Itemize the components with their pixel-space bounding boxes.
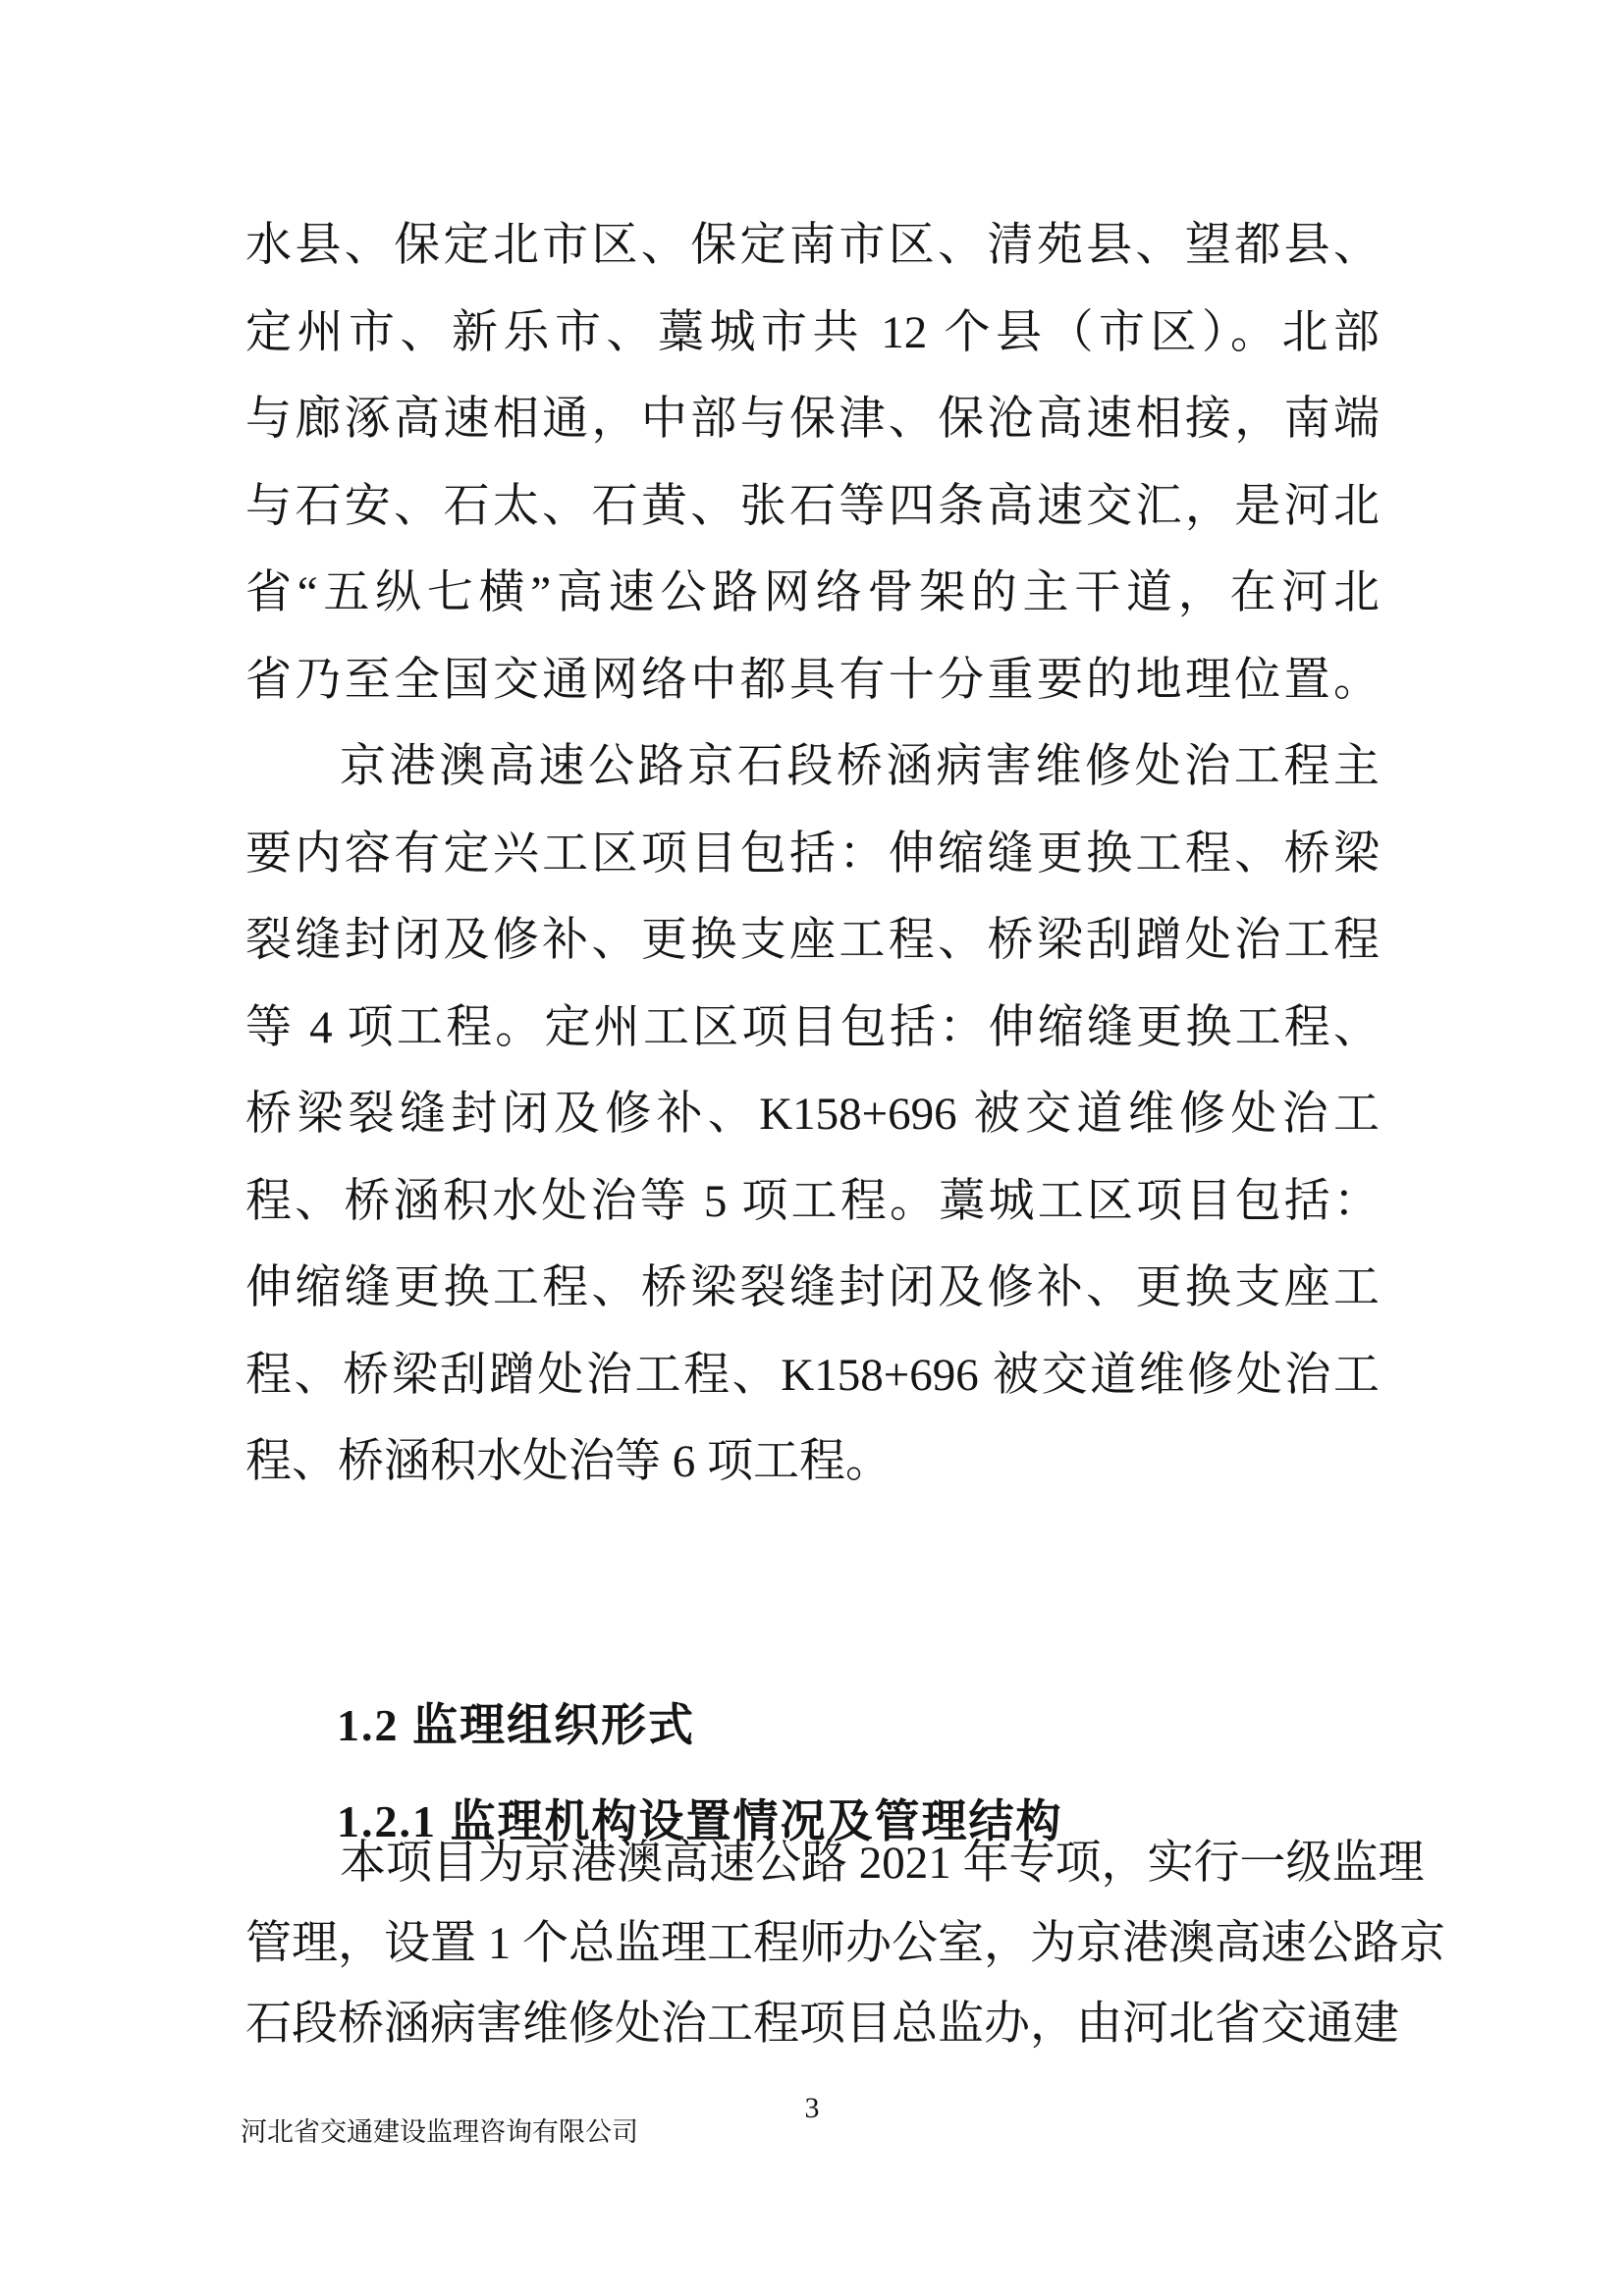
body-line: 程、桥涵积水处治等 6 项工程。 [245, 1436, 892, 1487]
body-line: 水县、保定北市区、保定南市区、清苑县、望都县、 [245, 220, 1380, 271]
paragraph-1 [245, 202, 1380, 723]
paragraph-2 [245, 723, 1380, 1506]
body-line: 省“五纵七横”高速公路网络骨架的主干道，在河北 [245, 567, 1380, 618]
body-line: 本项目为京港澳高速公路 2021 年专项，实行一级监理 [340, 1838, 1425, 1889]
body-line: 程、桥涵积水处治等 5 项工程。藁城工区项目包括： [245, 1175, 1380, 1227]
body-line: 程、桥梁刮蹭处治工程、K158+696 被交道维修处治工 [245, 1349, 1380, 1401]
body-line: 桥梁裂缝封闭及修补、K158+696 被交道维修处治工 [245, 1089, 1380, 1140]
body-line: 裂缝封闭及修补、更换支座工程、桥梁刮蹭处治工程 [245, 915, 1380, 966]
body-line: 管理，设置 1 个总监理工程师办公室，为京港澳高速公路京 [245, 1918, 1445, 1969]
body-line: 京港澳高速公路京石段桥涵病害维修处治工程主 [340, 741, 1380, 792]
paragraph-3 [245, 1823, 1445, 2064]
footer-company-name: 河北省交通建设监理咨询有限公司 [241, 2117, 638, 2147]
section-heading-1-2-1: 1.2.1 监理机构设置情况及管理结构 [337, 1796, 1063, 1846]
page-number: 3 [804, 2092, 820, 2124]
body-line: 等 4 项工程。定州工区项目包括：伸缩缝更换工程、 [245, 1001, 1380, 1053]
body-line: 石段桥涵病害维修处治工程项目总监办，由河北省交通建 [245, 1999, 1399, 2050]
body-line: 省乃至全国交通网络中都具有十分重要的地理位置。 [245, 654, 1380, 706]
body-line: 与廊涿高速相通，中部与保津、保沧高速相接，南端 [245, 394, 1380, 445]
body-line: 伸缩缝更换工程、桥梁裂缝封闭及修补、更换支座工 [245, 1262, 1380, 1313]
section-heading-1-2: 1.2 监理组织形式 [337, 1700, 695, 1751]
body-text [245, 202, 1380, 1506]
body-line: 定州市、新乐市、藁城市共 12 个县（市区）。北部 [245, 306, 1380, 358]
body-line: 要内容有定兴工区项目包括：伸缩缝更换工程、桥梁 [245, 828, 1380, 880]
body-line: 与石安、石太、石黄、张石等四条高速交汇，是河北 [245, 480, 1380, 532]
